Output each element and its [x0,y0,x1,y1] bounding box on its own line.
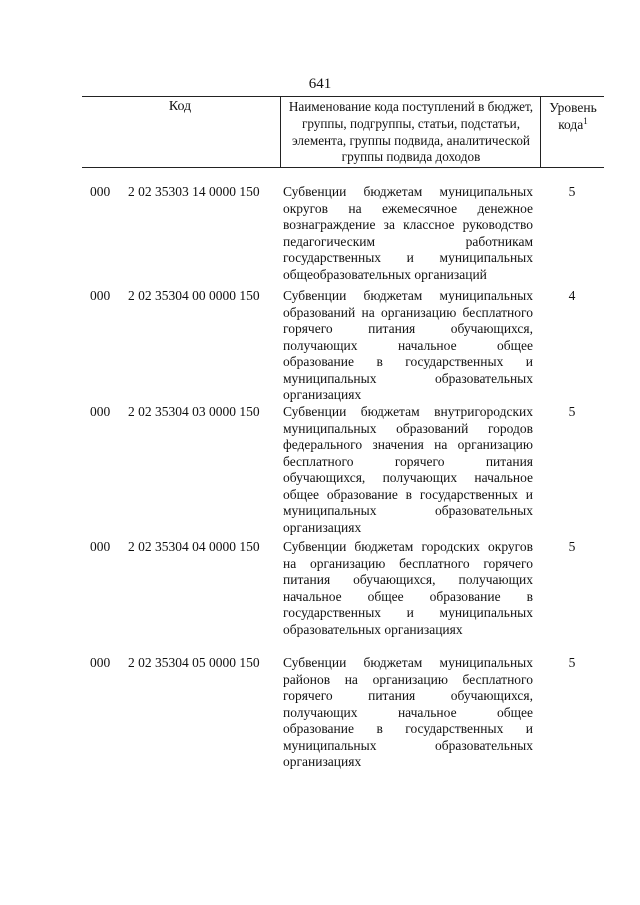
header-name: Наименование кода поступлений в бюджет, группы, подгруппы, статьи, подстатьи, элемента, группы подвида, аналитической группы подвида доходов [288,99,534,165]
row-income-code: 2 02 35304 00 0000 150 [128,288,260,303]
header-code: Код [168,99,192,114]
row-name: Субвенции бюджетам муниципальных образований на организацию бесплатного горячего питания обучающихся, получающих начальное общее образование в государственных и муниципальных образовательных организациях [283,288,533,402]
row-name: Субвенции бюджетам муниципальных районов на организацию бесплатного горячего питания обучающихся, получающих начальное общее образование в государственных и муниципальных образовательных организациях [283,655,533,769]
table-header [82,96,604,168]
row-level: 5 [568,655,576,670]
header-level [542,99,604,133]
row-level: 5 [568,184,576,199]
row-admin-code: 000 [90,539,111,554]
row-admin-code: 000 [90,404,111,419]
row-admin-code: 000 [90,288,111,303]
column-divider [280,97,281,167]
column-divider [540,97,541,167]
row-name: Субвенции бюджетам городских округов на организацию бесплатного горячего питания обучающихся, получающих начальное общее образование в государственных и муниципальных образовательных организациях [283,539,533,637]
row-admin-code: 000 [90,184,111,199]
row-income-code: 2 02 35304 05 0000 150 [128,655,260,670]
row-admin-code: 000 [90,655,111,670]
row-name: Субвенции бюджетам муниципальных округов на ежемесячное денежное вознаграждение за классное руководство педагогическим работникам государственных и муниципальных общеобразовательных организаций [283,184,533,282]
header-level-label: Уровень кода [549,100,597,132]
row-income-code: 2 02 35304 03 0000 150 [128,404,260,419]
page-number: 641 [308,76,332,92]
row-level: 4 [568,288,576,303]
row-name: Субвенции бюджетам внутригородских муниципальных образований городов федерального значения на организацию бесплатного горячего питания обучающихся, получающих начальное общее образование в государственных и муниципальных образовательных организациях [283,404,533,535]
row-level: 5 [568,404,576,419]
row-income-code: 2 02 35304 04 0000 150 [128,539,260,554]
row-level: 5 [568,539,576,554]
row-income-code: 2 02 35303 14 0000 150 [128,184,260,199]
header-level-footnote: 1 [583,116,588,126]
